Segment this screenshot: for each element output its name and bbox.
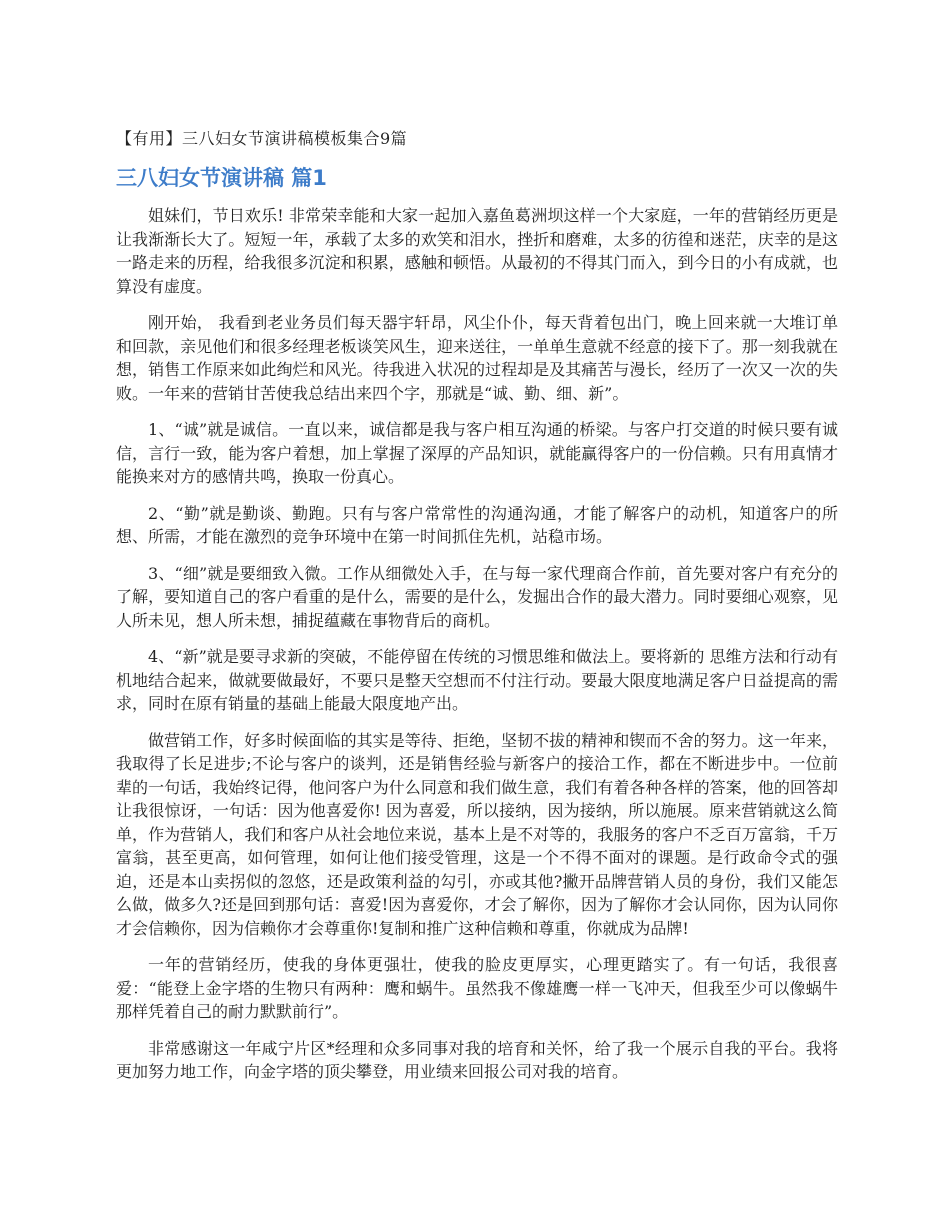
section-heading: 三八妇女节演讲稿 篇1: [116, 166, 327, 190]
paragraph-7: 做营销工作，好多时候面临的其实是等待、拒绝，坚韧不拔的精神和锲而不舍的努力。这一年来，我取得了长足进步;不论与客户的谈判，还是销售经验与新客户的接洽工作，都在不断进步中。一位前辈的一句话，我始终记得，他问客户为什么同意和我们做生意，我们有着各种各样的答案，他的回答却让我很惊讶，一句话：因为他喜爱你! 因为喜爱，所以接纳，因为接纳，所以施展。原来营销就这么简单，作为营销人，我们和客户从社会地位来说，基本上是不对等的，我服务的客户不乏百万富翁，千万富翁，甚至更高，如何管理，如何让他们接受管理，这是一个不得不面对的课题。是行政命令式的强迫，还是本山卖拐似的忽悠，还是政策利益的勾引，亦或其他?撇开品牌营销人员的身份，我们又能怎么做，做多久?还是回到那句话：喜爱!因为喜爱你，才会了解你，因为了解你才会认同你，因为认同你才会信赖你，因为信赖你才会尊重你!复制和推广这种信赖和尊重，你就成为品牌!: [116, 730, 838, 938]
paragraph-1: 姐妹们，节日欢乐! 非常荣幸能和大家一起加入嘉鱼葛洲坝这样一个大家庭，一年的营销经历更是让我渐渐长大了。短短一年，承载了太多的欢笑和泪水，挫折和磨难，太多的彷徨和迷茫，庆幸的是这一路走来的历程，给我很多沉淀和积累，感触和顿悟。从最初的不得其门而入，到今日的小有成就，也算没有虚度。: [116, 206, 838, 296]
paragraph-4: 2、“勤”就是勤谈、勤跑。只有与客户常常性的沟通沟通，才能了解客户的动机，知道客户的所想、所需，才能在激烈的竞争环境中在第一时间抓住先机，站稳市场。: [116, 503, 838, 546]
paragraph-3: 1、“诚”就是诚信。一直以来，诚信都是我与客户相互沟通的桥梁。与客户打交道的时候只要有诚信，言行一致，能为客户着想，加上掌握了深厚的产品知识，就能赢得客户的一份信赖。只有用真情才能换来对方的感情共鸣，换取一份真心。: [116, 420, 838, 486]
paragraph-2: 刚开始， 我看到老业务员们每天器宇轩昂，风尘仆仆，每天背着包出门，晚上回来就一大堆订单和回款，亲见他们和很多经理老板谈笑风生，迎来送往，一单单生意就不经意的接下了。那一刻我就在想，销售工作原来如此绚烂和风光。待我进入状况的过程却是及其痛苦与漫长，经历了一次又一次的失败。一年来的营销甘苦使我总结出来四个字，那就是“诚、勤、细、新”。: [116, 313, 838, 403]
paragraph-5: 3、“细”就是要细致入微。工作从细微处入手，在与每一家代理商合作前，首先要对客户有充分的了解，要知道自己的客户看重的是什么，需要的是什么，发掘出合作的最大潜力。同时要细心观察，见人所未见，想人所未想，捕捉蕴藏在事物背后的商机。: [116, 563, 838, 630]
paragraph-8: 一年的营销经历，使我的身体更强壮，使我的脸皮更厚实，心理更踏实了。有一句话，我很喜爱：“能登上金字塔的生物只有两种：鹰和蜗牛。虽然我不像雄鹰一样一飞冲天，但我至少可以像蜗牛那样凭着自己的耐力默默前行”。: [116, 955, 838, 1021]
document-body: [116, 204, 838, 1097]
document-title: 【有用】三八妇女节演讲稿模板集合9篇: [116, 129, 408, 148]
paragraph-6: 4、“新”就是要寻求新的突破，不能停留在传统的习惯思维和做法上。要将新的 思维方法和行动有机地结合起来，做就要做最好，不要只是整天空想而不付注行动。要最大限度地满足客户日益提高的需求，同时在原有销量的基础上能最大限度地产出。: [116, 647, 838, 713]
paragraph-9: 非常感谢这一年咸宁片区*经理和众多同事对我的培育和关怀，给了我一个展示自我的平台。我将更加努力地工作，向金字塔的顶尖攀登，用业绩来回报公司对我的培育。: [116, 1038, 838, 1081]
